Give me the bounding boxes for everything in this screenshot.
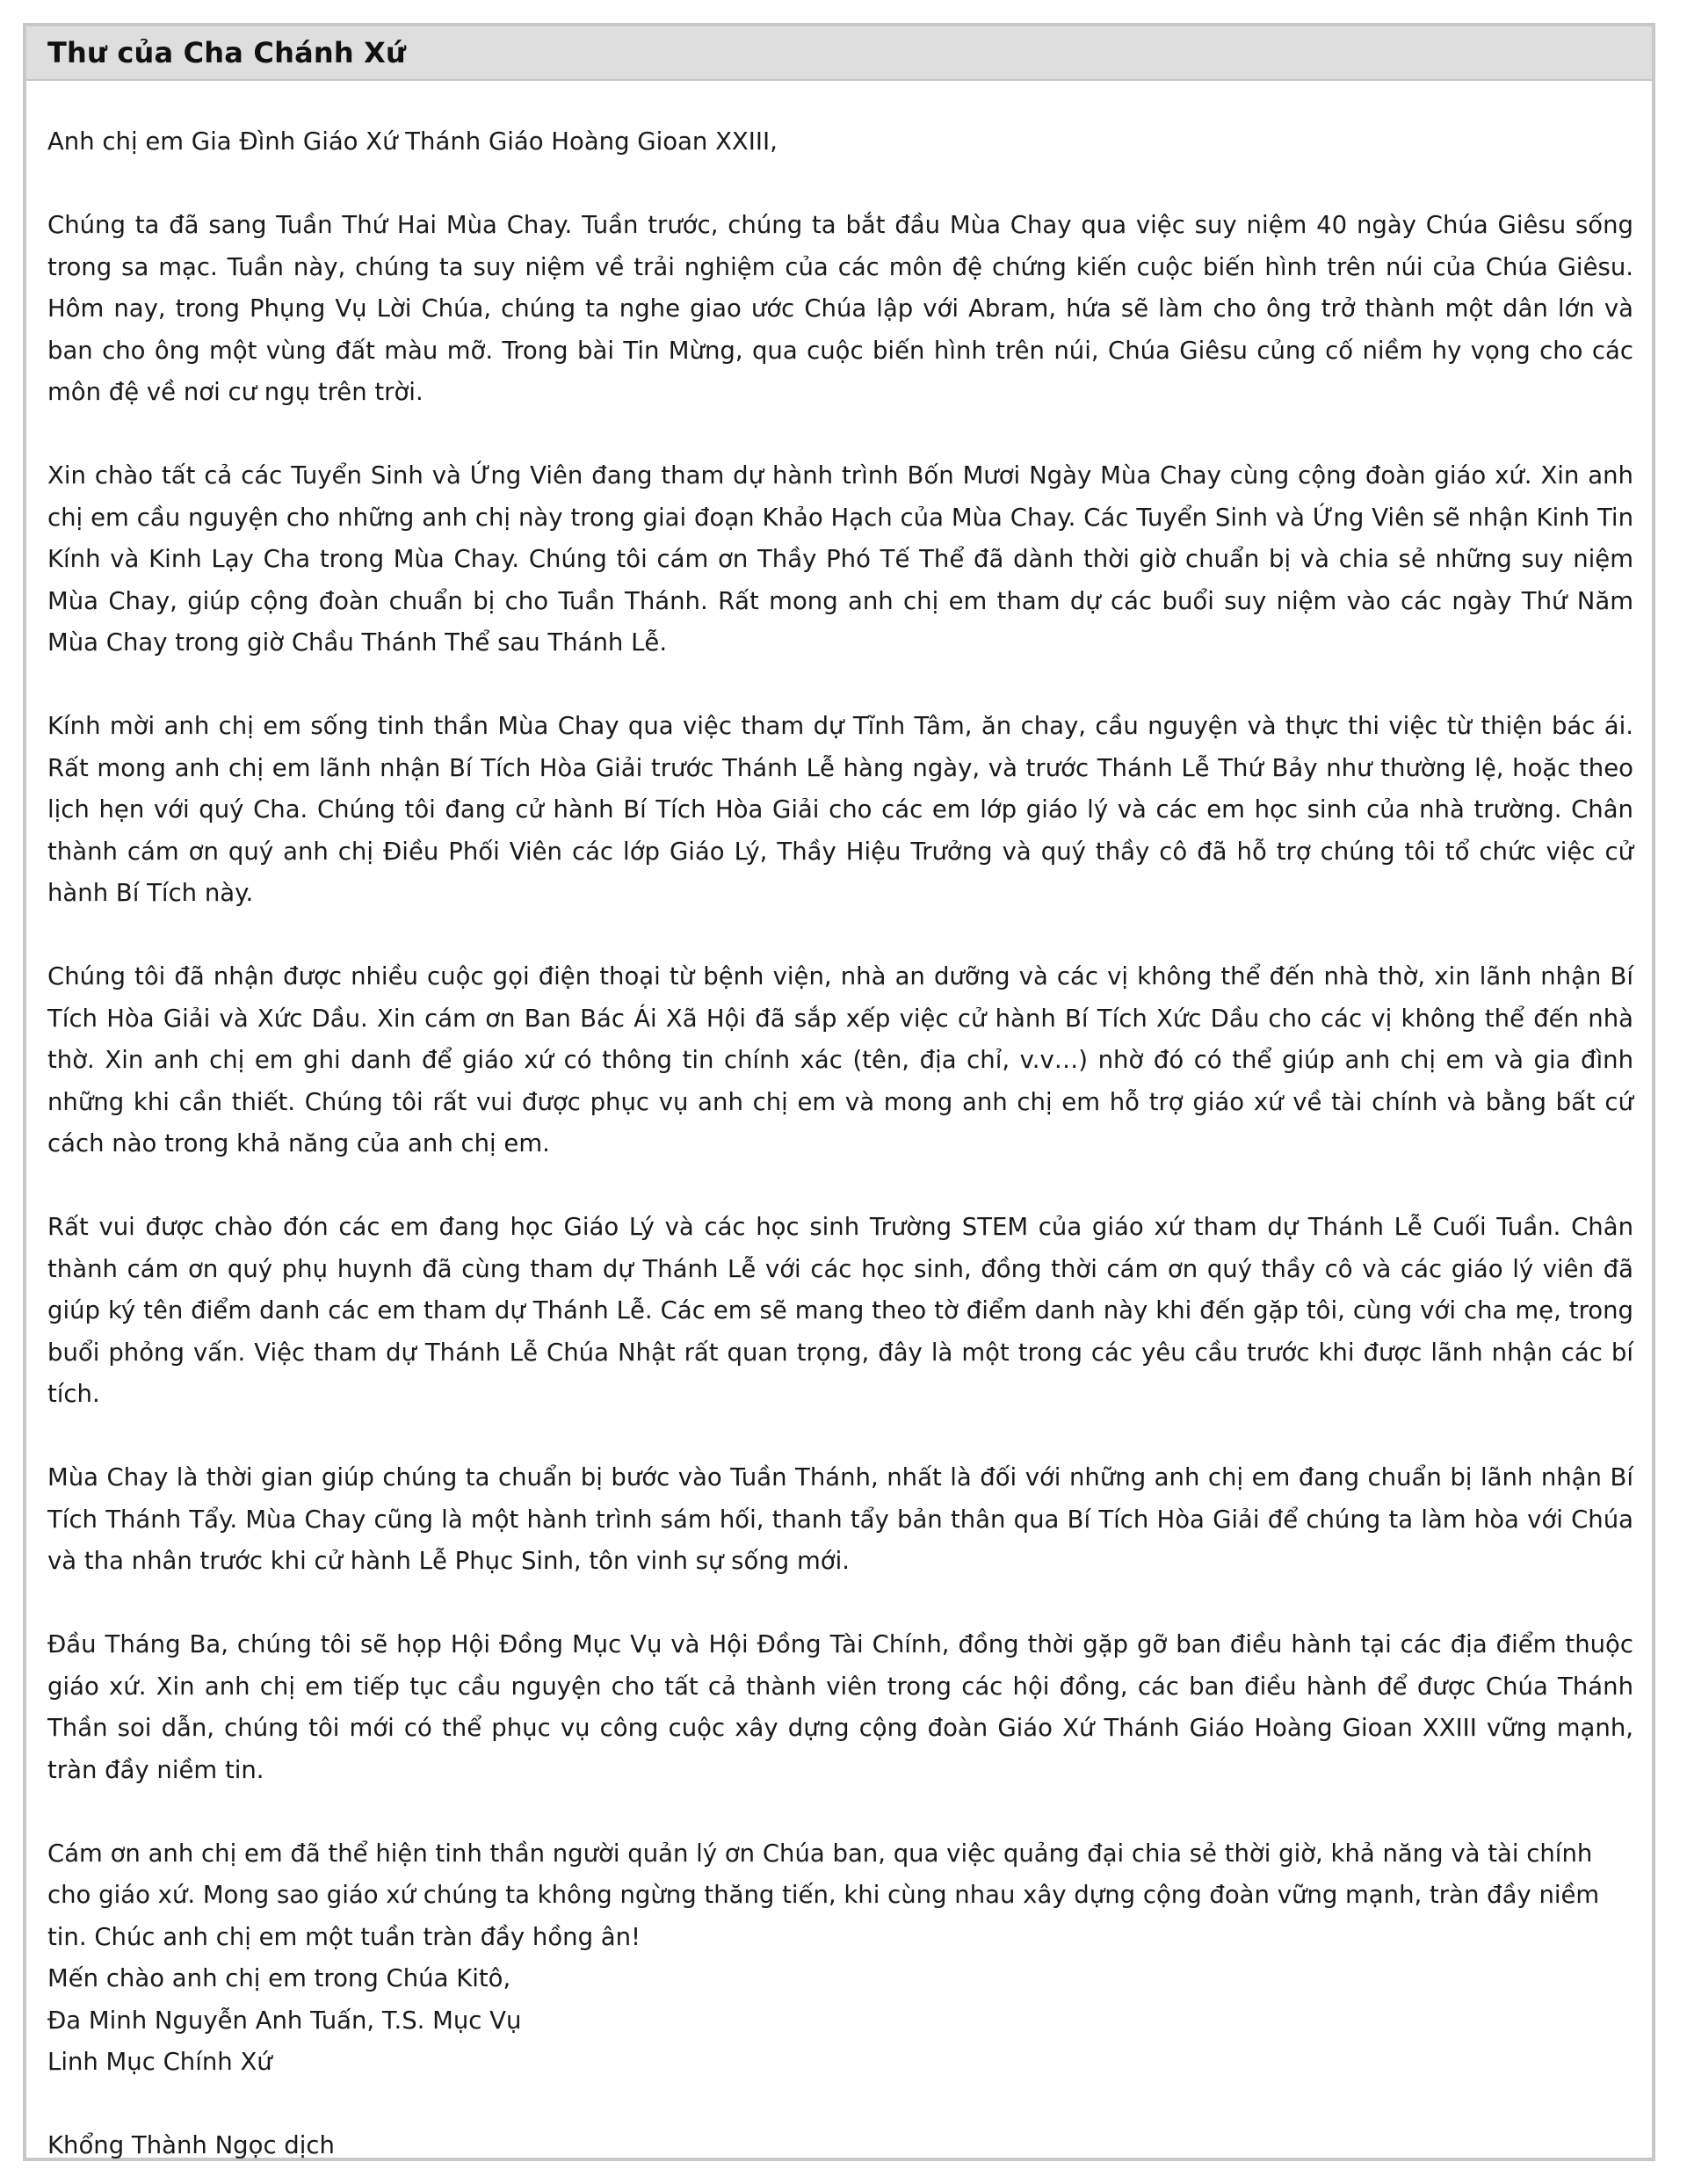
paragraph-3: Kính mời anh chị em sống tinh thần Mùa Chay qua việc tham dự Tĩnh Tâm, ăn chay, cầu nguyện và thực thi việc từ thiện bác ái. Rất mong anh chị em lãnh nhận Bí Tích Hòa Giải trước Thánh Lễ hàng ngày, và trước Thánh Lễ Thứ Bảy như thường lệ, hoặc theo lịch hẹn với quý Cha. Chúng tôi đang cử hành Bí Tích Hòa Giải cho các em lớp giáo lý và các em học sinh của nhà trường. Chân thành cám ơn quý anh chị Điều Phối Viên các lớp Giáo Lý, Thầy Hiệu Trưởng và quý thầy cô đã hỗ trợ chúng tôi tổ chức việc cử hành Bí Tích này. bbox=[47, 712, 1633, 907]
greeting: Anh chị em Gia Đình Giáo Xứ Thánh Giáo Hoàng Gioan XXIII, bbox=[47, 127, 778, 156]
paragraph-7: Đầu Tháng Ba, chúng tôi sẽ họp Hội Đồng Mục Vụ và Hội Đồng Tài Chính, đồng thời gặp gỡ ban điều hành tại các địa điểm thuộc giáo xứ. Xin anh chị em tiếp tục cầu nguyện cho tất cả thành viên trong các hội đồng, các ban điều hành để được Chúa Thánh Thần soi dẫn, chúng tôi mới có thể phục vụ công cuộc xây dựng cộng đoàn Giáo Xứ Thánh Giáo Hoàng Gioan XXIII vững mạnh, tràn đầy niềm tin. bbox=[47, 1630, 1633, 1784]
paragraph-8: Cám ơn anh chị em đã thể hiện tinh thần người quản lý ơn Chúa ban, qua việc quảng đại chia sẻ thời giờ, khả năng và tài chính cho giáo xứ. Mong sao giáo xứ chúng ta không ngừng thăng tiến, khi cùng nhau xây dựng cộng đoàn vững mạnh, tràn đầy niềm tin. Chúc anh chị em một tuần tràn đầy hồng ân! bbox=[47, 1839, 1600, 1951]
letter-body bbox=[47, 121, 1633, 2167]
letter-frame bbox=[23, 23, 1655, 2161]
page-title: Thư của Cha Chánh Xứ bbox=[47, 36, 407, 69]
signature-name: Đa Minh Nguyễn Anh Tuấn, T.S. Mục Vụ bbox=[47, 2006, 522, 2035]
title-bar bbox=[26, 26, 1652, 81]
paragraph-5: Rất vui được chào đón các em đang học Giáo Lý và các học sinh Trường STEM của giáo xứ tham dự Thánh Lễ Cuối Tuần. Chân thành cám ơn quý phụ huynh đã cùng tham dự Thánh Lễ với các học sinh, đồng thời cám ơn quý thầy cô và các giáo lý viên đã giúp ký tên điểm danh các em tham dự Thánh Lễ. Các em sẽ mang theo tờ điểm danh này khi đến gặp tôi, cùng với cha mẹ, trong buổi phỏng vấn. Việc tham dự Thánh Lễ Chúa Nhật rất quan trọng, đây là một trong các yêu cầu trước khi được lãnh nhận các bí tích. bbox=[47, 1213, 1633, 1408]
closing: Mến chào anh chị em trong Chúa Kitô, bbox=[47, 1964, 511, 1992]
paragraph-2: Xin chào tất cả các Tuyển Sinh và Ứng Viên đang tham dự hành trình Bốn Mươi Ngày Mùa Chay cùng cộng đoàn giáo xứ. Xin anh chị em cầu nguyện cho những anh chị này trong giai đoạn Khảo Hạch của Mùa Chay. Các Tuyển Sinh và Ứng Viên sẽ nhận Kinh Tin Kính và Kinh Lạy Cha trong Mùa Chay. Chúng tôi cám ơn Thầy Phó Tế Thể đã dành thời giờ chuẩn bị và chia sẻ những suy niệm Mùa Chay, giúp cộng đoàn chuẩn bị cho Tuần Thánh. Rất mong anh chị em tham dự các buổi suy niệm vào các ngày Thứ Năm Mùa Chay trong giờ Chầu Thánh Thể sau Thánh Lễ. bbox=[47, 461, 1633, 657]
signature-role: Linh Mục Chính Xứ bbox=[47, 2048, 272, 2076]
paragraph-4: Chúng tôi đã nhận được nhiều cuộc gọi điện thoại từ bệnh viện, nhà an dưỡng và các vị không thể đến nhà thờ, xin lãnh nhận Bí Tích Hòa Giải và Xức Dầu. Xin cám ơn Ban Bác Ái Xã Hội đã sắp xếp việc cử hành Bí Tích Xức Dầu cho các vị không thể đến nhà thờ. Xin anh chị em ghi danh để giáo xứ có thông tin chính xác (tên, địa chỉ, v.v…) nhờ đó có thể giúp anh chị em và gia đình những khi cần thiết. Chúng tôi rất vui được phục vụ anh chị em và mong anh chị em hỗ trợ giáo xứ về tài chính và bằng bất cứ cách nào trong khả năng của anh chị em. bbox=[47, 962, 1633, 1157]
paragraph-1: Chúng ta đã sang Tuần Thứ Hai Mùa Chay. Tuần trước, chúng ta bắt đầu Mùa Chay qua việc suy niệm 40 ngày Chúa Giêsu sống trong sa mạc. Tuần này, chúng ta suy niệm về trải nghiệm của các môn đệ chứng kiến cuộc biến hình trên núi của Chúa Giêsu. Hôm nay, trong Phụng Vụ Lời Chúa, chúng ta nghe giao ước Chúa lập với Abram, hứa sẽ làm cho ông trở thành một dân lớn và ban cho ông một vùng đất màu mỡ. Trong bài Tin Mừng, qua cuộc biến hình trên núi, Chúa Giêsu củng cố niềm hy vọng cho các môn đệ về nơi cư ngụ trên trời. bbox=[47, 211, 1633, 406]
translator-credit: Khổng Thành Ngọc dịch bbox=[47, 2131, 335, 2159]
paragraph-6: Mùa Chay là thời gian giúp chúng ta chuẩn bị bước vào Tuần Thánh, nhất là đối với những anh chị em đang chuẩn bị lãnh nhận Bí Tích Thánh Tẩy. Mùa Chay cũng là một hành trình sám hối, thanh tẩy bản thân qua Bí Tích Hòa Giải để chúng ta làm hòa với Chúa và tha nhân trước khi cử hành Lễ Phục Sinh, tôn vinh sự sống mới. bbox=[47, 1463, 1633, 1575]
